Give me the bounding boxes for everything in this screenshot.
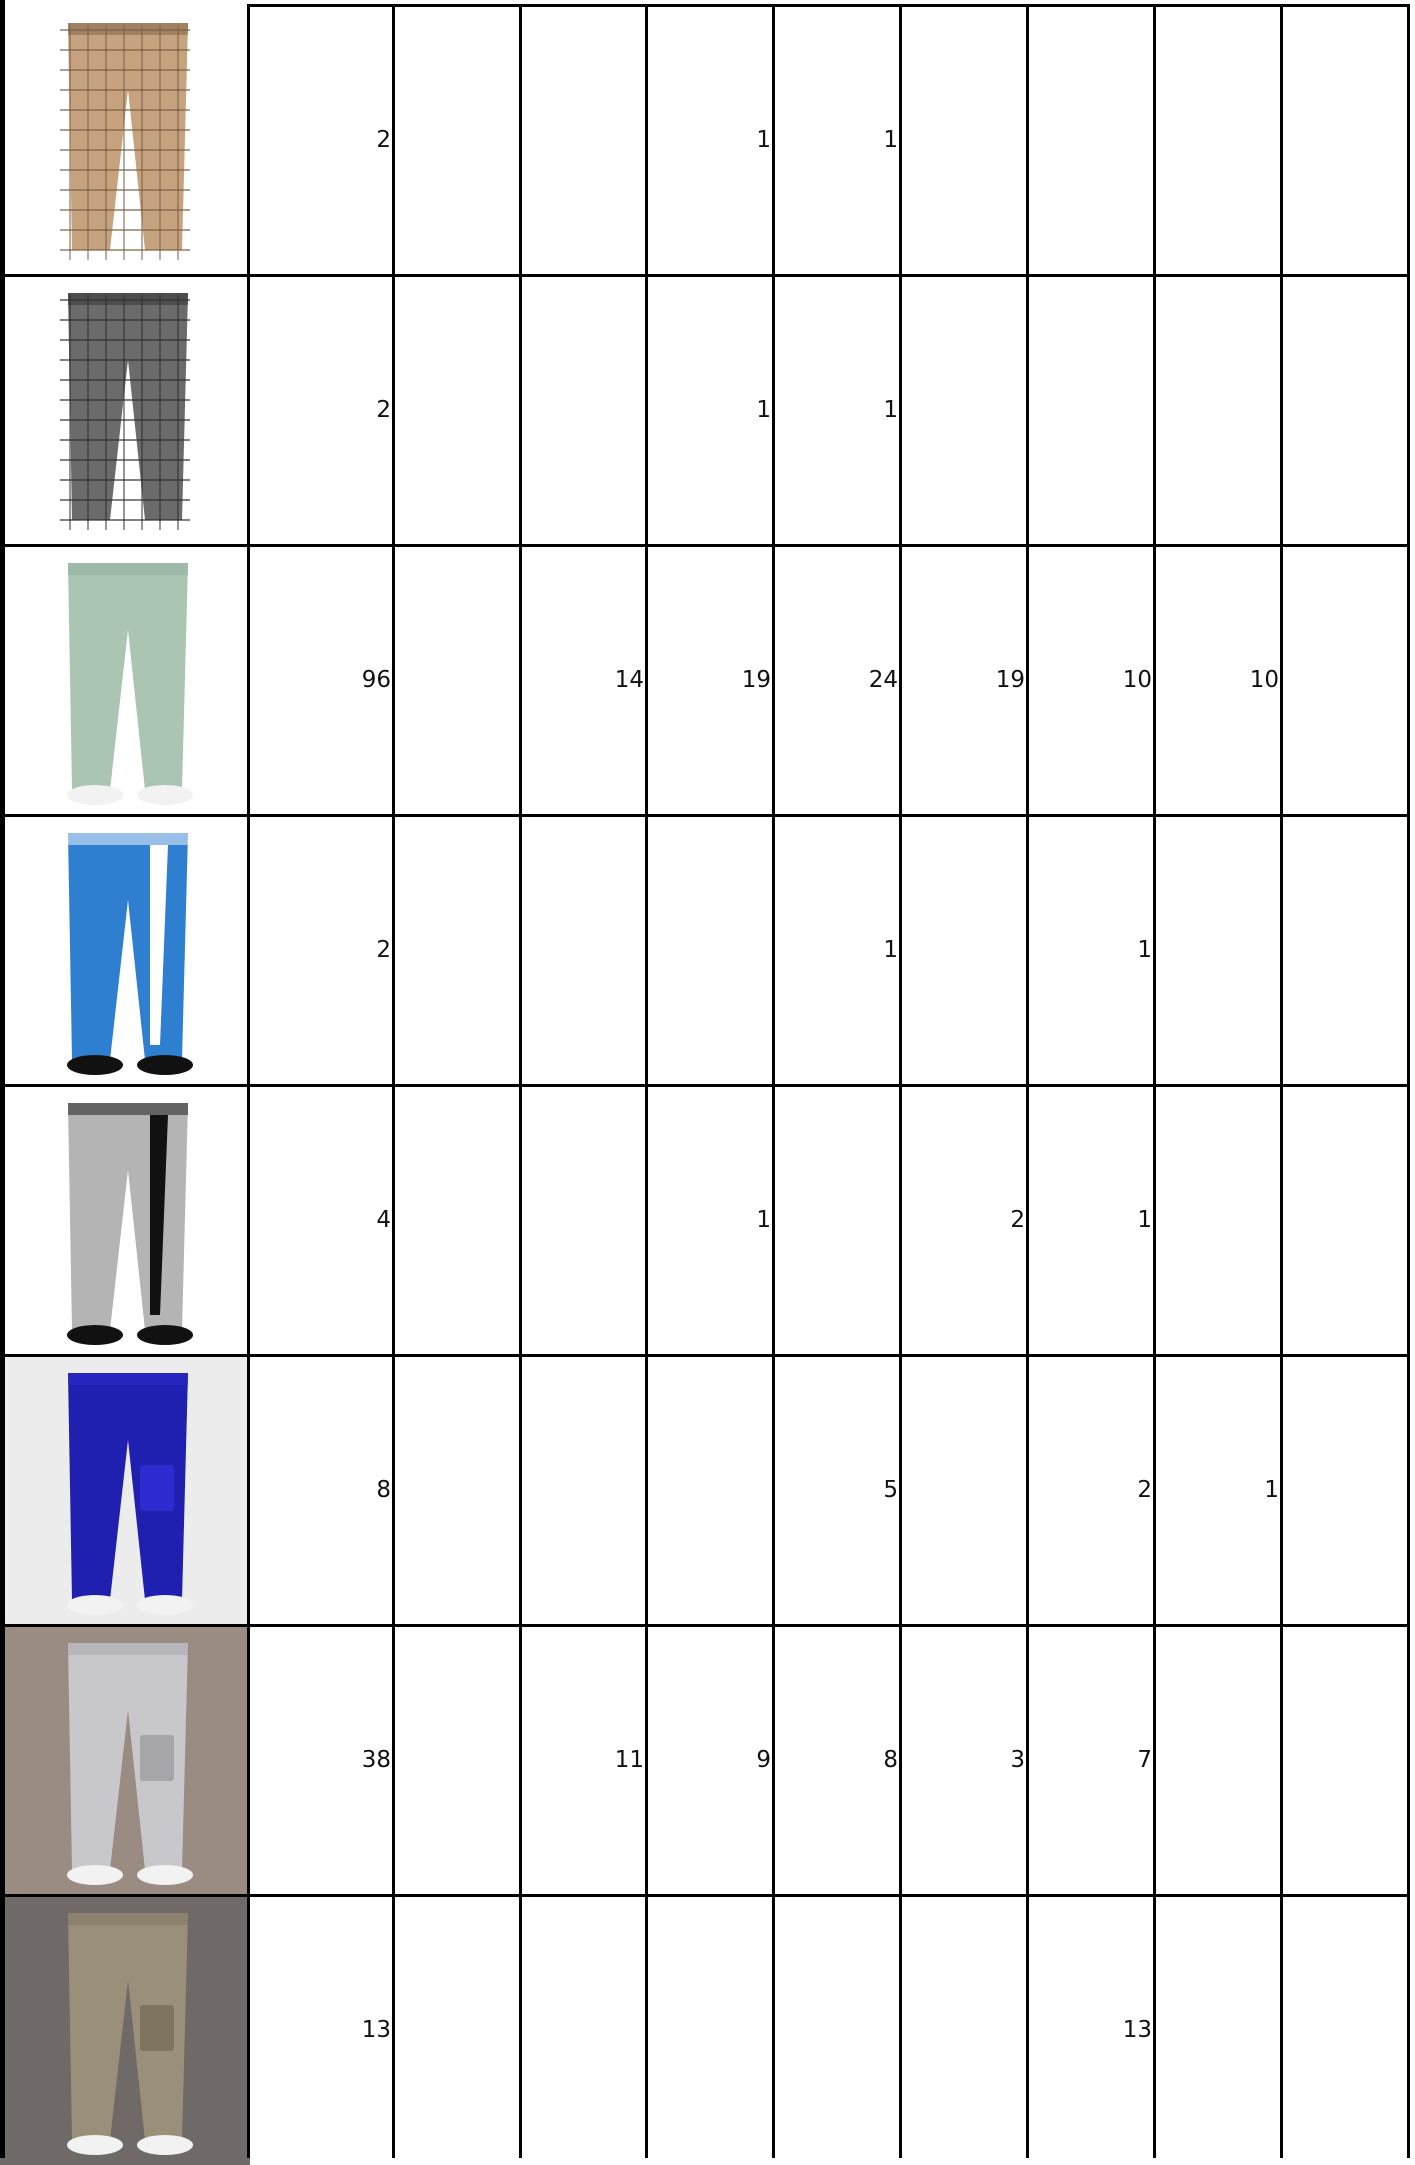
size-cell[interactable] [395, 5, 522, 275]
row-divider [0, 544, 1410, 547]
size-cell[interactable] [902, 1355, 1029, 1625]
row-divider [0, 1084, 1410, 1087]
size-cell[interactable] [775, 1085, 902, 1355]
size-cell[interactable]: 24 [868, 667, 898, 693]
size-cell[interactable] [902, 1895, 1029, 2165]
size-cell[interactable]: 11 [614, 1747, 644, 1773]
table-row [0, 1355, 1415, 1625]
size-cell[interactable] [1283, 815, 1410, 1085]
khaki-cargo-joggers-image [0, 1895, 250, 2165]
column-divider [247, 5, 250, 2158]
column-divider [899, 5, 902, 2158]
product-thumbnail [0, 1625, 250, 1895]
size-cell[interactable]: 1 [883, 937, 898, 963]
total-cell[interactable]: 13 [361, 2017, 391, 2043]
total-cell[interactable]: 2 [376, 127, 391, 153]
size-cell[interactable]: 5 [883, 1477, 898, 1503]
size-cell[interactable]: 2 [1010, 1207, 1025, 1233]
size-cell[interactable] [1283, 275, 1410, 545]
table-row [0, 1085, 1415, 1355]
size-cell[interactable] [1029, 5, 1156, 275]
size-cell[interactable] [1029, 275, 1156, 545]
grey-houndstooth-trousers-image [0, 275, 250, 545]
total-cell[interactable]: 38 [361, 1747, 391, 1773]
column-divider [645, 5, 648, 2158]
left-border [0, 0, 5, 2158]
size-cell[interactable] [395, 1085, 522, 1355]
size-cell[interactable] [1283, 1085, 1410, 1355]
size-cell[interactable]: 19 [741, 667, 771, 693]
size-cell[interactable] [1156, 815, 1283, 1085]
size-cell[interactable] [395, 275, 522, 545]
size-cell[interactable] [395, 1625, 522, 1895]
product-thumbnail [0, 545, 250, 815]
table-row [0, 1625, 1415, 1895]
size-cell[interactable]: 3 [1010, 1747, 1025, 1773]
beige-plaid-trousers-image [0, 5, 250, 275]
size-cell[interactable]: 10 [1249, 667, 1279, 693]
light-grey-cargo-joggers-image [0, 1625, 250, 1895]
size-cell[interactable]: 13 [1122, 2017, 1152, 2043]
blue-striped-joggers-image [0, 815, 250, 1085]
row-divider [0, 274, 1410, 277]
row-divider [0, 1354, 1410, 1357]
size-cell[interactable] [1283, 1355, 1410, 1625]
table-row [0, 1895, 1415, 2165]
column-divider [392, 5, 395, 2158]
size-cell[interactable]: 9 [756, 1747, 771, 1773]
size-cell[interactable]: 1 [756, 127, 771, 153]
product-thumbnail [0, 275, 250, 545]
size-cell[interactable] [1156, 5, 1283, 275]
total-cell[interactable]: 8 [376, 1477, 391, 1503]
size-cell[interactable] [648, 815, 775, 1085]
grey-striped-joggers-image [0, 1085, 250, 1355]
size-cell[interactable] [522, 1895, 648, 2165]
size-cell[interactable] [1156, 275, 1283, 545]
size-cell[interactable] [522, 815, 648, 1085]
row-divider [0, 814, 1410, 817]
size-cell[interactable] [522, 275, 648, 545]
size-cell[interactable]: 1 [1137, 1207, 1152, 1233]
total-cell[interactable]: 96 [361, 667, 391, 693]
total-cell[interactable]: 4 [376, 1207, 391, 1233]
column-divider [519, 5, 522, 2158]
total-cell[interactable]: 2 [376, 397, 391, 423]
size-cell[interactable] [1283, 5, 1410, 275]
size-cell[interactable] [1156, 1085, 1283, 1355]
product-thumbnail [0, 1085, 250, 1355]
size-cell[interactable] [902, 5, 1029, 275]
size-cell[interactable] [1156, 1895, 1283, 2165]
size-cell[interactable] [902, 815, 1029, 1085]
size-cell[interactable]: 1 [1264, 1477, 1279, 1503]
size-cell[interactable]: 1 [883, 397, 898, 423]
size-cell[interactable] [522, 5, 648, 275]
size-cell[interactable] [395, 1355, 522, 1625]
row-divider [0, 1624, 1410, 1627]
size-cell[interactable]: 1 [1137, 937, 1152, 963]
size-cell[interactable]: 8 [883, 1747, 898, 1773]
size-cell[interactable]: 10 [1122, 667, 1152, 693]
size-cell[interactable]: 1 [756, 1207, 771, 1233]
size-cell[interactable]: 1 [756, 397, 771, 423]
size-cell[interactable] [522, 1355, 648, 1625]
size-cell[interactable] [1156, 1625, 1283, 1895]
size-cell[interactable] [395, 1895, 522, 2165]
total-cell[interactable]: 2 [376, 937, 391, 963]
size-cell[interactable]: 1 [883, 127, 898, 153]
column-divider [1026, 5, 1029, 2158]
column-divider [1280, 5, 1283, 2158]
size-cell[interactable]: 7 [1137, 1747, 1152, 1773]
size-cell[interactable] [395, 545, 522, 815]
size-cell[interactable] [902, 275, 1029, 545]
size-cell[interactable] [1283, 1625, 1410, 1895]
table-row [0, 5, 1415, 275]
size-cell[interactable]: 2 [1137, 1477, 1152, 1503]
column-divider [772, 5, 775, 2158]
size-cell[interactable]: 14 [614, 667, 644, 693]
product-thumbnail [0, 1355, 250, 1625]
size-cell[interactable] [648, 1895, 775, 2165]
product-thumbnail [0, 1895, 250, 2165]
size-cell[interactable] [522, 1085, 648, 1355]
size-cell[interactable] [648, 1355, 775, 1625]
table-row [0, 275, 1415, 545]
size-cell[interactable]: 19 [995, 667, 1025, 693]
sage-green-joggers-image [0, 545, 250, 815]
column-divider [1407, 5, 1410, 2158]
royal-blue-cargo-pants-image [0, 1355, 250, 1625]
row-divider [247, 4, 1410, 7]
size-cell[interactable] [395, 815, 522, 1085]
row-divider [0, 1894, 1410, 1897]
column-divider [1153, 5, 1156, 2158]
product-thumbnail [0, 815, 250, 1085]
size-cell[interactable] [775, 1895, 902, 2165]
table-row [0, 545, 1415, 815]
size-cell[interactable] [1283, 545, 1410, 815]
table-row [0, 815, 1415, 1085]
product-thumbnail [0, 5, 250, 275]
size-cell[interactable] [1283, 1895, 1410, 2165]
